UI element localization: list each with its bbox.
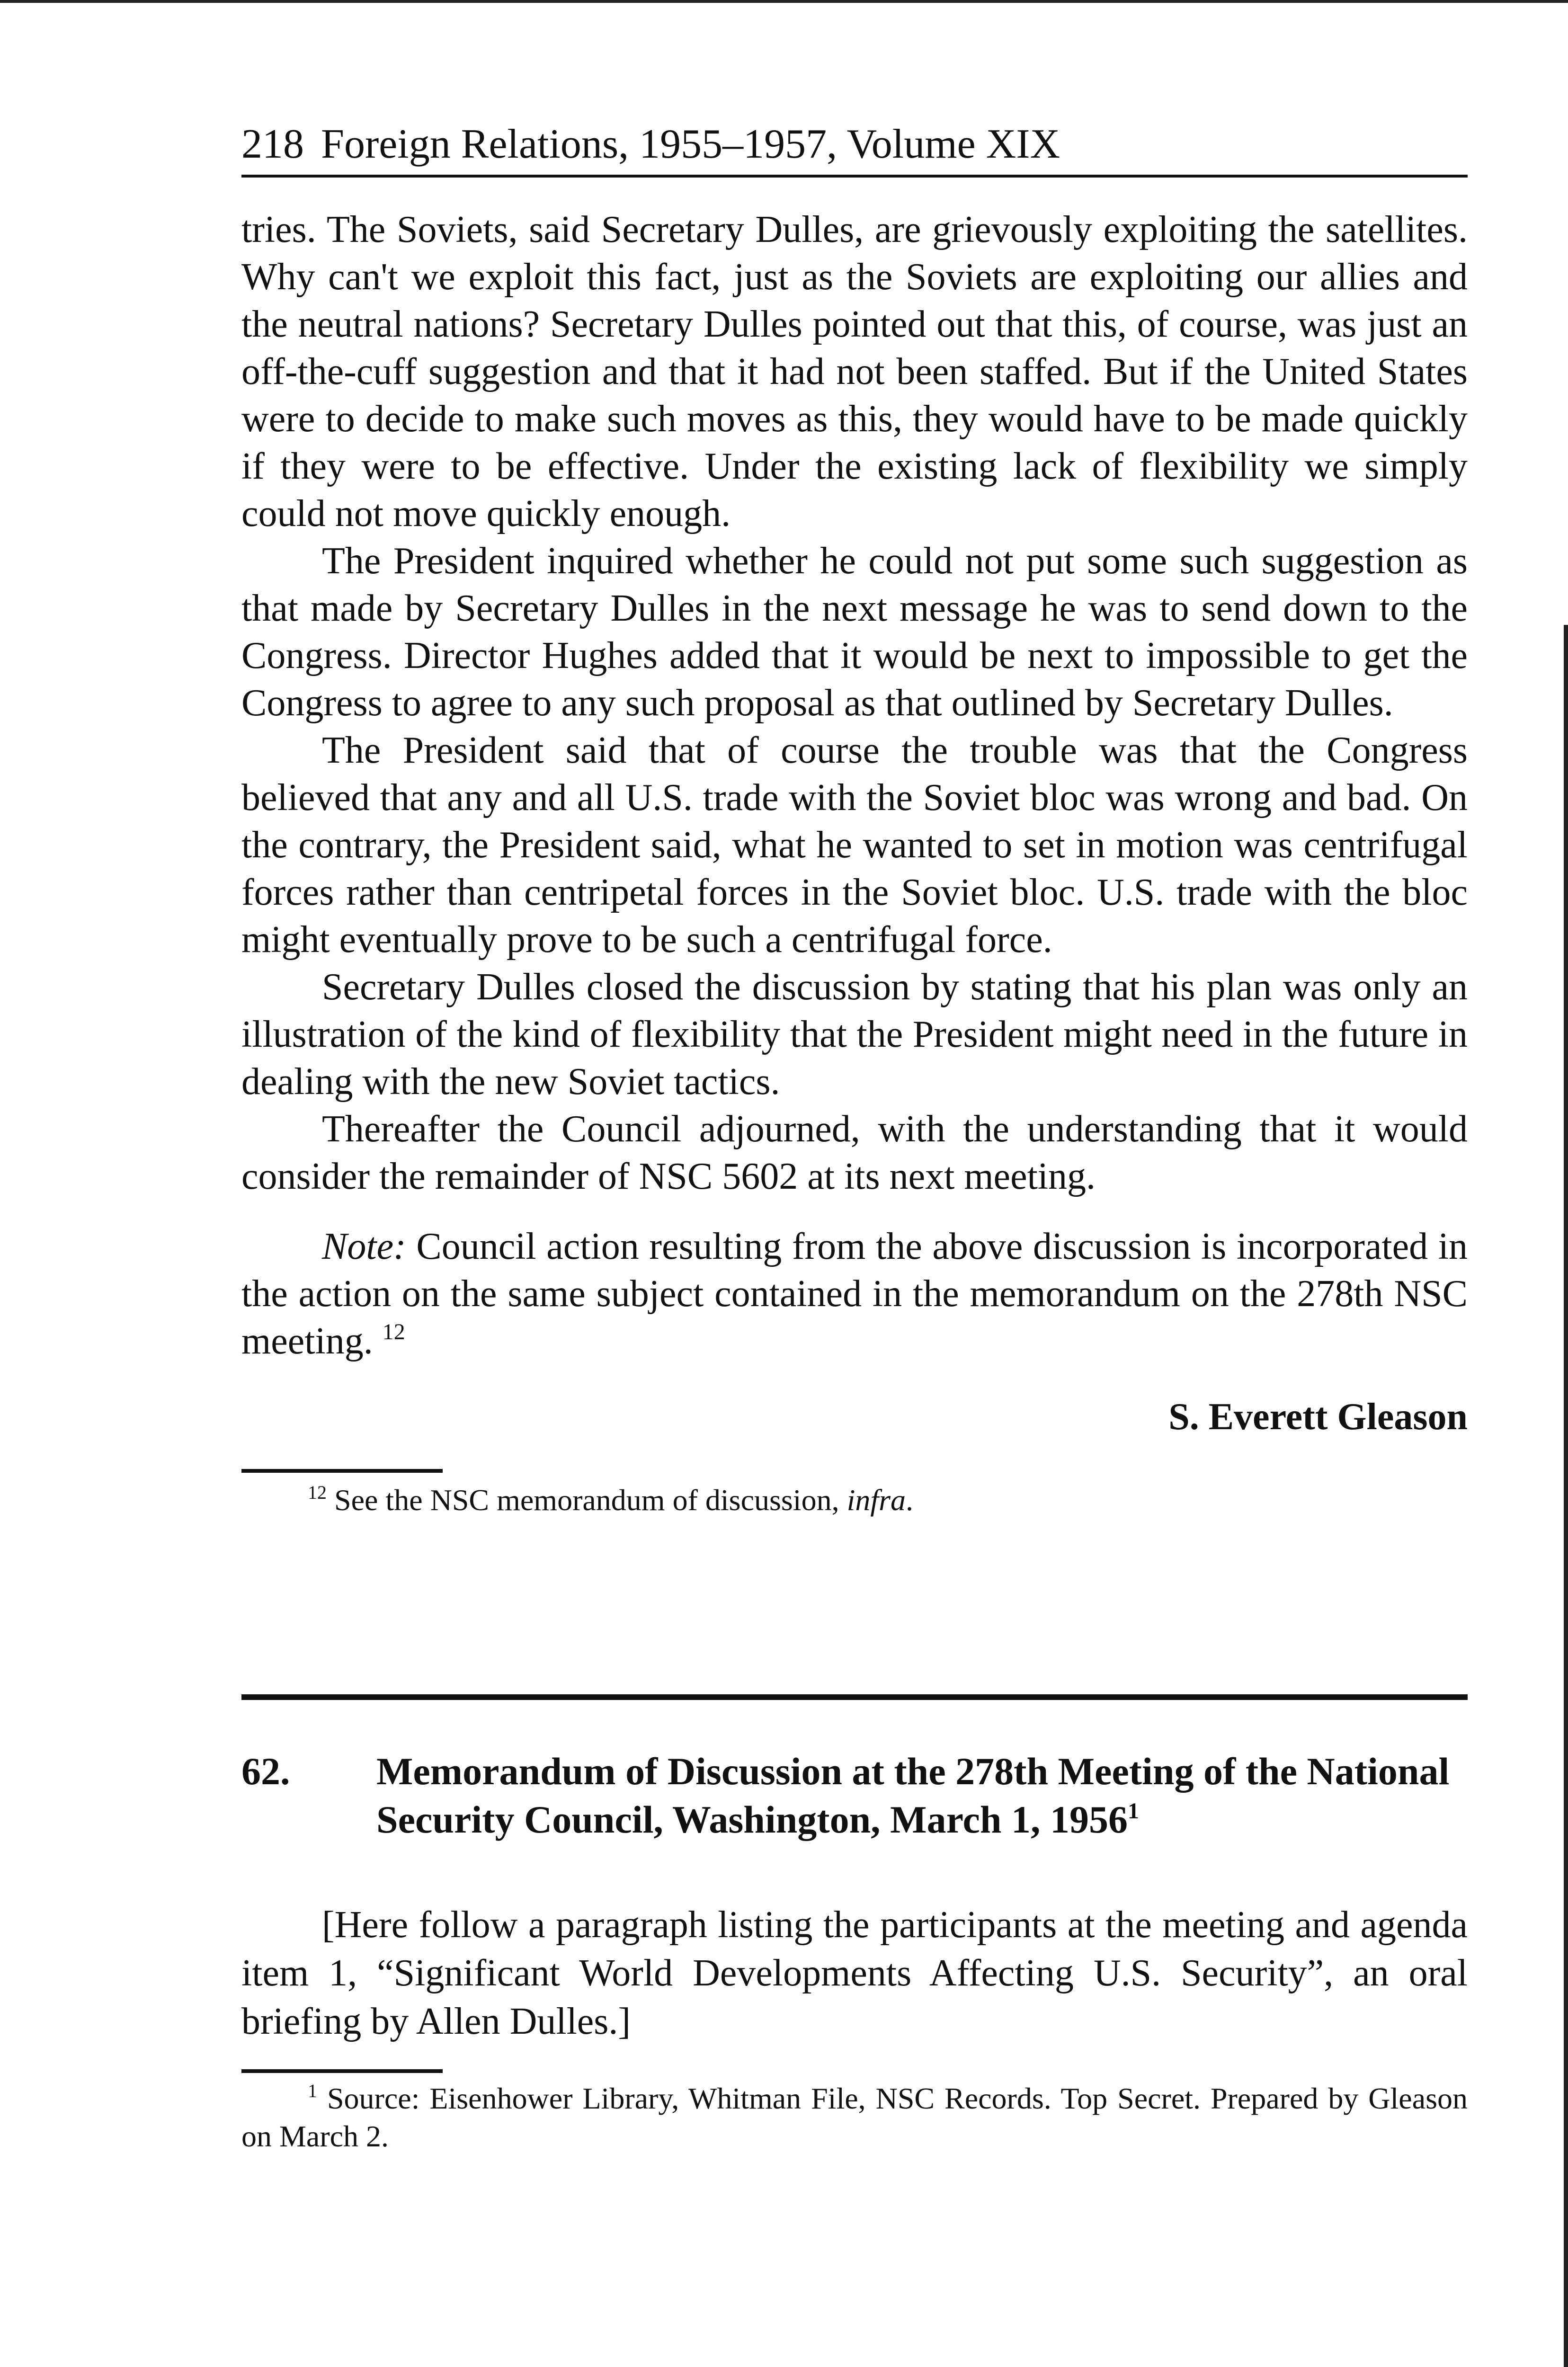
document-title: Memorandum of Discussion at the 278th Meeting of the National Security Council, Washington, March 1, 1956	[376, 1750, 1450, 1841]
paragraph-4: Secretary Dulles closed the discussion by stating that his plan was only an illustration of the kind of flexibility that the President might need in the future in dealing with the new Soviet tactics.	[241, 966, 1468, 1103]
footnote-12-text: See the NSC memorandum of discussion,	[327, 1483, 847, 1517]
note-paragraph	[241, 1223, 1468, 1365]
footnote-12	[241, 1481, 1468, 1519]
running-head-title: Foreign Relations, 1955–1957, Volume XIX	[321, 121, 1060, 167]
footnote-marker-1: 1	[308, 2080, 317, 2101]
footnote-ref-1: 1	[1128, 1798, 1139, 1824]
paragraph-3: The President said that of course the trouble was that the Congress believed that any and all U.S. trade with the Soviet bloc was wrong and bad. On the contrary, the President said, what he wanted to set in motion was centrifugal forces rather than centripetal forces in the Soviet bloc. U.S. trade with the bloc might eventually prove to be such a centrifugal force.	[241, 730, 1468, 961]
section-divider	[241, 1694, 1468, 1700]
body-text	[241, 206, 1468, 1365]
scan-top-edge	[0, 0, 1568, 3]
page-number: 218	[241, 121, 304, 167]
footnote-marker-12: 12	[308, 1482, 327, 1503]
document-number: 62.	[241, 1750, 290, 1793]
note-label: Note:	[322, 1226, 406, 1267]
editorial-note: [Here follow a paragraph listing the participants at the meeting and agenda item 1, “Significant World Developments Affecting U.S. Security”, an oral briefing by Allen Dulles.]	[241, 1904, 1468, 2042]
footnote-1	[241, 2080, 1468, 2155]
footnote-ref-12: 12	[382, 1319, 405, 1344]
signature: S. Everett Gleason	[1168, 1396, 1468, 1438]
scan-right-edge	[1564, 625, 1568, 2367]
footnote-12-end: .	[906, 1483, 914, 1517]
paragraph-2: The President inquired whether he could not put some such suggestion as that made by Secretary Dulles in the next message he was to send down to the Congress. Director Hughes added that it would be next to impossible to get the Congress to agree to any such proposal as that outlined by Secretary Dulles.	[241, 540, 1468, 724]
running-head	[241, 121, 1468, 178]
document-title-block	[376, 1747, 1468, 1844]
paragraph-5: Thereafter the Council adjourned, with the understanding that it would consider the remainder of NSC 5602 at its next meeting.	[241, 1108, 1468, 1197]
footnote-12-italic: infra	[846, 1483, 906, 1517]
footnote-rule	[241, 1469, 443, 1473]
paragraph-1: tries. The Soviets, said Secretary Dulles, are grievously exploiting the satellites. Why can't we exploit this fact, just as the Soviets are exploiting our allies and the neutral nations? Secretary Dulles pointed out that this, of course, was just an off-the-cuff suggestion and that it had not been staffed. But if the United States were to decide to make such moves as this, they would have to be made quickly if they were to be effective. Under the existing lack of flexibility we simply could not move quickly enough.	[241, 209, 1468, 534]
document-heading	[241, 1747, 1468, 1844]
footnote-rule-2	[241, 2069, 443, 2073]
note-text: Council action resulting from the above discussion is incorporated in the action on the same subject contained in the memorandum on the 278th NSC meeting.	[241, 1226, 1468, 1362]
document-page	[241, 121, 1468, 2155]
footnote-1-text: Source: Eisenhower Library, Whitman File, NSC Records. Top Secret. Prepared by Gleason on March 2.	[241, 2082, 1468, 2153]
